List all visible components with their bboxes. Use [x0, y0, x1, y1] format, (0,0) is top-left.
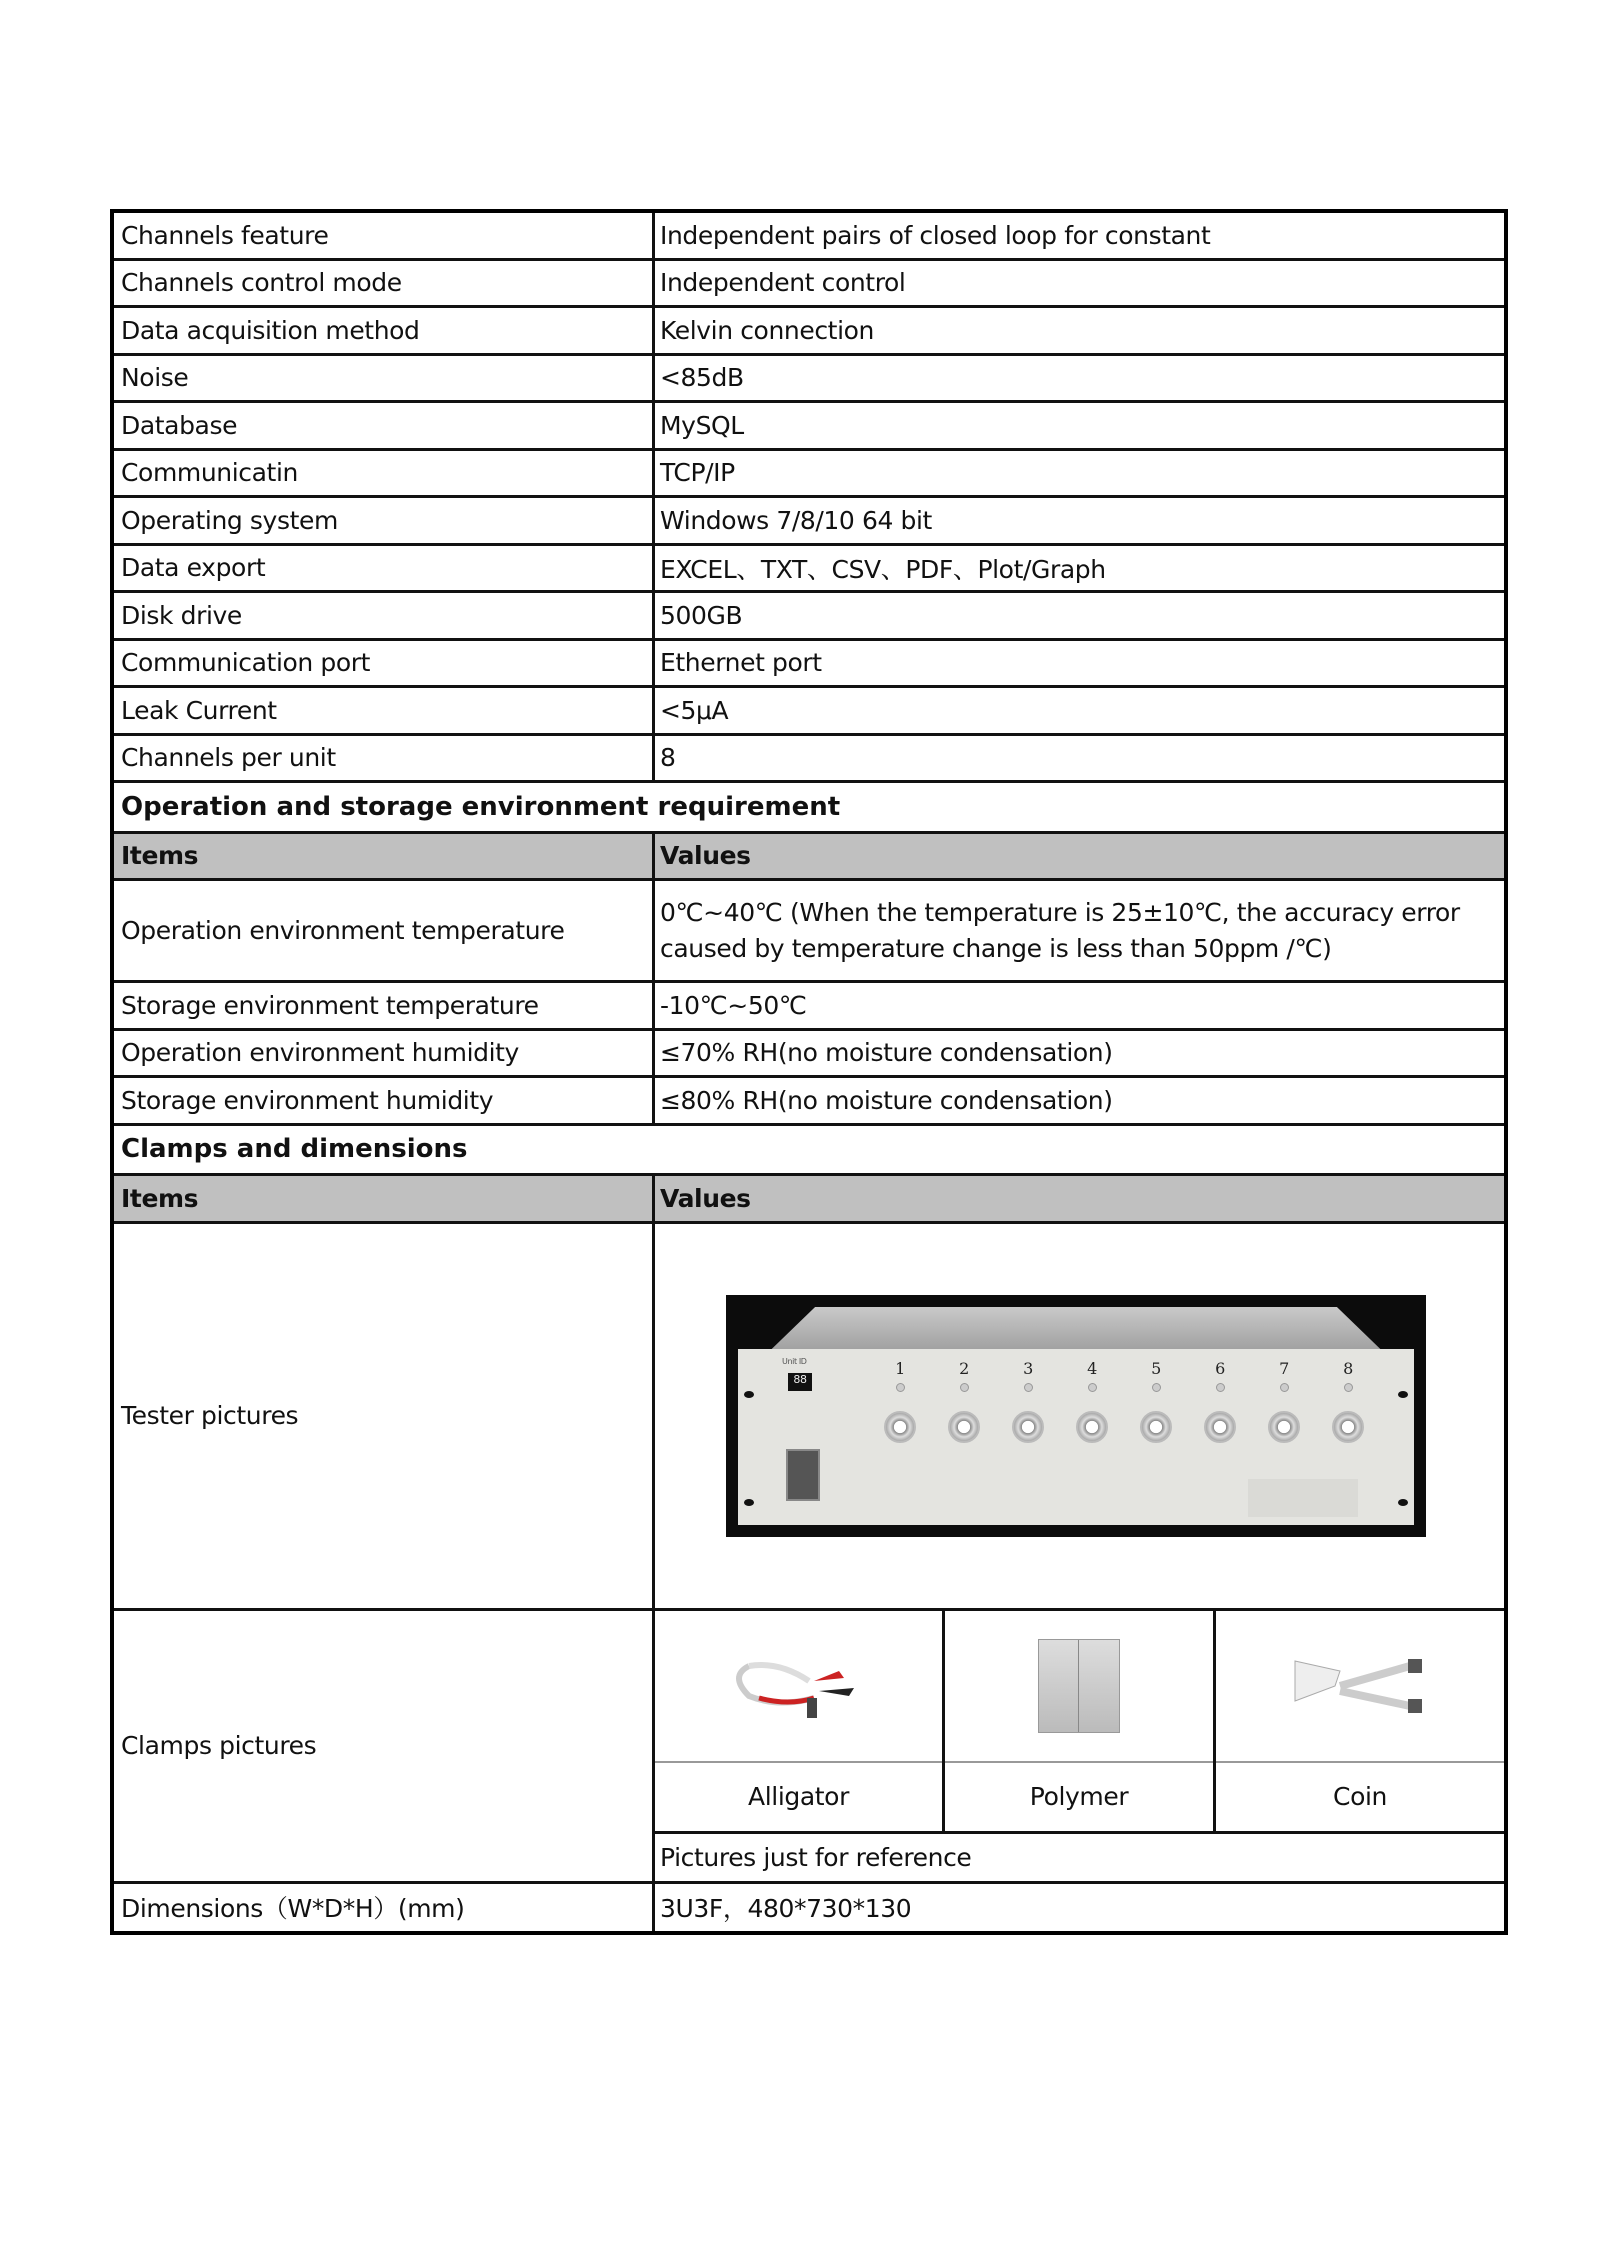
spec-value: Independent control [660, 268, 906, 298]
spec-item: Leak Current [114, 688, 655, 733]
spec-item: Channels control mode [114, 261, 655, 306]
spec-value: MySQL [660, 410, 744, 440]
led-icon [1344, 1383, 1353, 1392]
pictures-reference-note: Pictures just for reference [660, 1842, 972, 1872]
spec-value: EXCEL、TXT、CSV、PDF、Plot/Graph [660, 554, 1106, 584]
led-icon [896, 1383, 905, 1392]
led-icon [1152, 1383, 1161, 1392]
section-heading-row [114, 783, 1504, 834]
tester-picture [726, 1295, 1426, 1537]
spec-value: 500GB [660, 600, 743, 630]
connector-port-icon [1140, 1411, 1172, 1443]
section-heading-row [114, 1126, 1504, 1177]
channel-number: 4 [1087, 1358, 1097, 1378]
column-header-row [114, 1176, 1504, 1224]
env-value: ≤70% RH(no moisture condensation) [660, 1038, 1113, 1068]
spec-table [110, 209, 1508, 1935]
env-row [114, 1031, 1504, 1079]
spec-value: Independent pairs of closed loop for constant [660, 220, 1211, 250]
spec-row [114, 641, 1504, 689]
spec-row [114, 498, 1504, 546]
led-icon [960, 1383, 969, 1392]
dimensions-row [114, 1884, 1504, 1932]
channel-number: 7 [1279, 1358, 1289, 1378]
connector-port-icon [1076, 1411, 1108, 1443]
spec-value: Kelvin connection [660, 315, 874, 345]
spec-item: Noise [114, 356, 655, 401]
led-icon [1280, 1383, 1289, 1392]
spec-row [114, 736, 1504, 784]
env-item: Storage environment humidity [114, 1078, 655, 1123]
clamps-row [114, 1611, 1504, 1884]
channel-number: 5 [1151, 1358, 1161, 1378]
polymer-clamp-icon [1038, 1639, 1120, 1733]
spec-item: Disk drive [114, 593, 655, 638]
spec-value: 8 [660, 743, 676, 773]
rack-top [766, 1307, 1386, 1355]
spec-value: TCP/IP [660, 458, 735, 488]
spec-value: <5μA [660, 695, 729, 725]
spec-item: Database [114, 403, 655, 448]
spec-item: Communication port [114, 641, 655, 686]
dimensions-item: Dimensions（W*D*H）(mm) [114, 1884, 655, 1932]
channel-number: 3 [1023, 1358, 1033, 1378]
channel-number: 1 [895, 1358, 905, 1378]
spec-row [114, 451, 1504, 499]
unit-id-label: Unit ID [782, 1356, 807, 1366]
column-header-items: Items [114, 1176, 655, 1221]
connector-port-icon [884, 1411, 916, 1443]
spec-row [114, 308, 1504, 356]
spec-item: Operating system [114, 498, 655, 543]
power-switch-icon [786, 1449, 820, 1501]
spec-row [114, 593, 1504, 641]
spec-item: Data acquisition method [114, 308, 655, 353]
clamp-cell-polymer [945, 1611, 1216, 1831]
spec-row [114, 546, 1504, 594]
clamp-types-grid [655, 1611, 1504, 1834]
clamp-cell-alligator [655, 1611, 945, 1831]
env-value: -10℃~50℃ [660, 990, 807, 1020]
env-item: Operation environment humidity [114, 1031, 655, 1076]
connector-port-icon [1332, 1411, 1364, 1443]
column-header-values: Values [660, 1183, 751, 1213]
clamp-label: Coin [1333, 1782, 1387, 1811]
rack-front-panel [738, 1349, 1414, 1525]
mount-hole-icon [1398, 1499, 1408, 1506]
env-row [114, 1078, 1504, 1126]
channel-number: 8 [1343, 1358, 1353, 1378]
led-icon [1216, 1383, 1225, 1392]
tester-row [114, 1224, 1504, 1611]
spec-value: <85dB [660, 363, 744, 393]
connector-port-icon [948, 1411, 980, 1443]
spec-value: Ethernet port [660, 648, 822, 678]
env-row [114, 983, 1504, 1031]
spec-item: Communicatin [114, 451, 655, 496]
led-icon [1024, 1383, 1033, 1392]
label-plate [1248, 1479, 1358, 1517]
spec-value: Windows 7/8/10 64 bit [660, 505, 932, 535]
connector-port-icon [1268, 1411, 1300, 1443]
env-row [114, 881, 1504, 983]
channel-number: 2 [959, 1358, 969, 1378]
env-value: 0℃~40℃ (When the temperature is 25±10℃, the accuracy error caused by temperature change is less than 50ppm /℃) [660, 897, 1460, 963]
clamp-label: Alligator [748, 1782, 849, 1811]
unit-id-display: 88 [788, 1373, 812, 1391]
section-title-clamps: Clamps and dimensions [121, 1134, 468, 1165]
column-header-values: Values [660, 841, 751, 871]
connector-port-icon [1204, 1411, 1236, 1443]
spec-row [114, 261, 1504, 309]
spec-item: Channels per unit [114, 736, 655, 781]
spec-item: Channels feature [114, 213, 655, 258]
led-icon [1088, 1383, 1097, 1392]
env-value: ≤80% RH(no moisture condensation) [660, 1085, 1113, 1115]
clamps-item: Clamps pictures [114, 1611, 655, 1881]
spec-row [114, 356, 1504, 404]
mount-hole-icon [744, 1391, 754, 1398]
coin-clamp-icon [1290, 1651, 1430, 1721]
spec-row [114, 688, 1504, 736]
clamp-label: Polymer [1029, 1782, 1129, 1811]
section-title-environment: Operation and storage environment requirement [121, 791, 841, 822]
env-item: Operation environment temperature [114, 881, 655, 980]
connector-port-icon [1012, 1411, 1044, 1443]
mount-hole-icon [1398, 1391, 1408, 1398]
mount-hole-icon [744, 1499, 754, 1506]
channel-number: 6 [1215, 1358, 1225, 1378]
spec-row [114, 213, 1504, 261]
alligator-clamp-icon [719, 1636, 879, 1736]
dimensions-value: 3U3F，480*730*130 [660, 1894, 912, 1924]
spec-row [114, 403, 1504, 451]
env-item: Storage environment temperature [114, 983, 655, 1028]
column-header-row [114, 834, 1504, 882]
tester-item: Tester pictures [114, 1224, 655, 1608]
clamp-cell-coin [1216, 1611, 1504, 1831]
column-header-items: Items [114, 834, 655, 879]
spec-item: Data export [114, 546, 655, 591]
